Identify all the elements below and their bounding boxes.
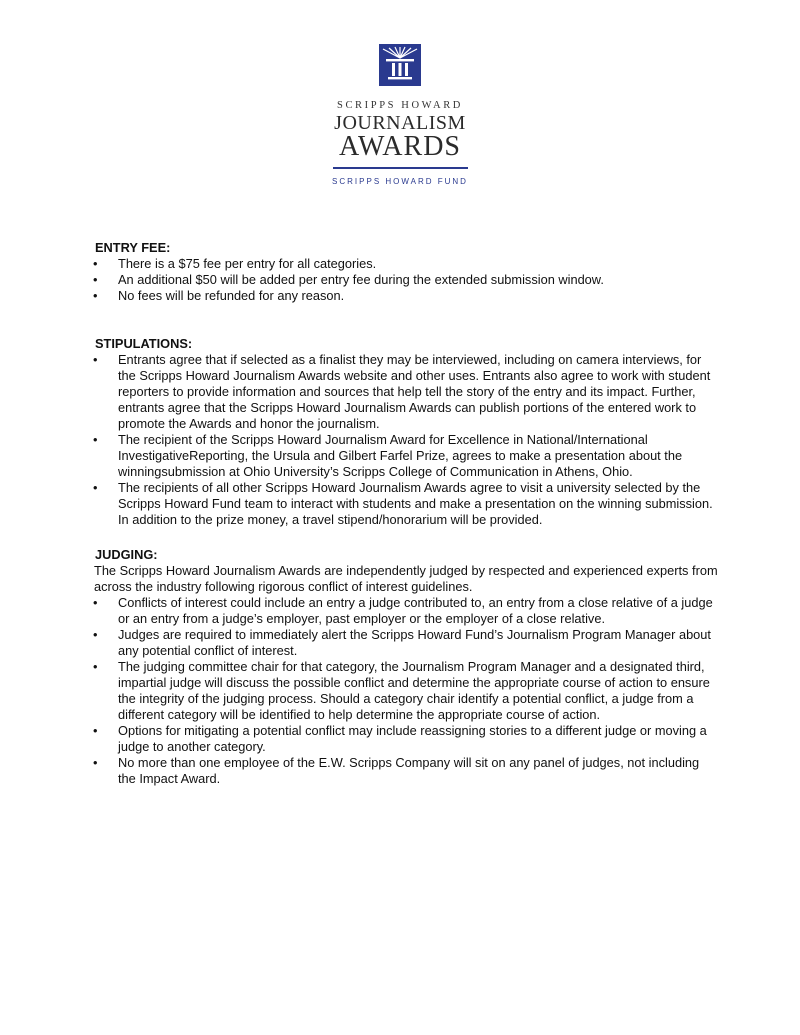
awards-logo	[0, 44, 800, 186]
stipulations-list	[95, 352, 720, 528]
entry-fee-list	[95, 256, 720, 304]
logo-line-fund: SCRIPPS HOWARD FUND	[332, 177, 468, 186]
list-item: • No more than one employee of the E.W. Scripps Company will sit on any panel of judges, not including the Impact Award.	[95, 755, 720, 787]
stipulations-heading: STIPULATIONS:	[95, 336, 193, 351]
list-item: • The judging committee chair for that category, the Journalism Program Manager and a designated third, impartial judge will discuss the possible conflict and determine the appropriate course of action to ensure the integrity of the judging process. Should a category chair identify a potential conflict, a judge from a different category will be identified to help determine the appropriate course of action.	[95, 659, 720, 723]
judging-heading: JUDGING:	[95, 547, 158, 562]
list-item: • No fees will be refunded for any reason.	[95, 288, 720, 304]
logo-line-scripps-howard: SCRIPPS HOWARD	[337, 100, 463, 111]
logo-divider	[333, 167, 468, 169]
list-item: • The recipient of the Scripps Howard Journalism Award for Excellence in National/International InvestigativeReporting, the Ursula and Gilbert Farfel Prize, agrees to make a presentation about the winningsubmission at Ohio University’s Scripps College of Communication in Athens, Ohio.	[95, 432, 720, 480]
judging-list	[95, 595, 720, 787]
list-item: • The recipients of all other Scripps Howard Journalism Awards agree to visit a university selected by the Scripps Howard Fund team to interact with students and make a presentation on the winning submission. In addition to the prize money, a travel stipend/honorarium will be provided.	[95, 480, 720, 528]
document-body	[95, 240, 720, 787]
judging-intro: The Scripps Howard Journalism Awards are independently judged by respected and experienced experts from across the industry following rigorous conflict of interest guidelines.	[94, 563, 718, 594]
logo-line-awards: AWARDS	[339, 131, 461, 162]
list-item: • An additional $50 will be added per entry fee during the extended submission window.	[95, 272, 720, 288]
list-item: • Entrants agree that if selected as a finalist they may be interviewed, including on camera interviews, for the Scripps Howard Journalism Awards website and other uses. Entrants also agree to work with student reporters to provide information and sources that help tell the story of the entry and its impact. Further, entrants agree that the Scripps Howard Journalism Awards can publish portions of the entered work to promote the Awards and honor the journalism.	[95, 352, 720, 432]
list-item: • Conflicts of interest could include an entry a judge contributed to, an entry from a close relative of a judge or an entry from a judge’s employer, past employer or the employer of a close relative.	[95, 595, 720, 627]
list-item: • There is a $75 fee per entry for all categories.	[95, 256, 720, 272]
list-item: • Options for mitigating a potential conflict may include reassigning stories to a different judge or moving a judge to another category.	[95, 723, 720, 755]
logo-line-journalism: JOURNALISM	[334, 112, 466, 134]
awards-emblem-icon	[379, 44, 421, 86]
entry-fee-heading: ENTRY FEE:	[95, 240, 171, 255]
list-item: • Judges are required to immediately alert the Scripps Howard Fund’s Journalism Program Manager about any potential conflict of interest.	[95, 627, 720, 659]
